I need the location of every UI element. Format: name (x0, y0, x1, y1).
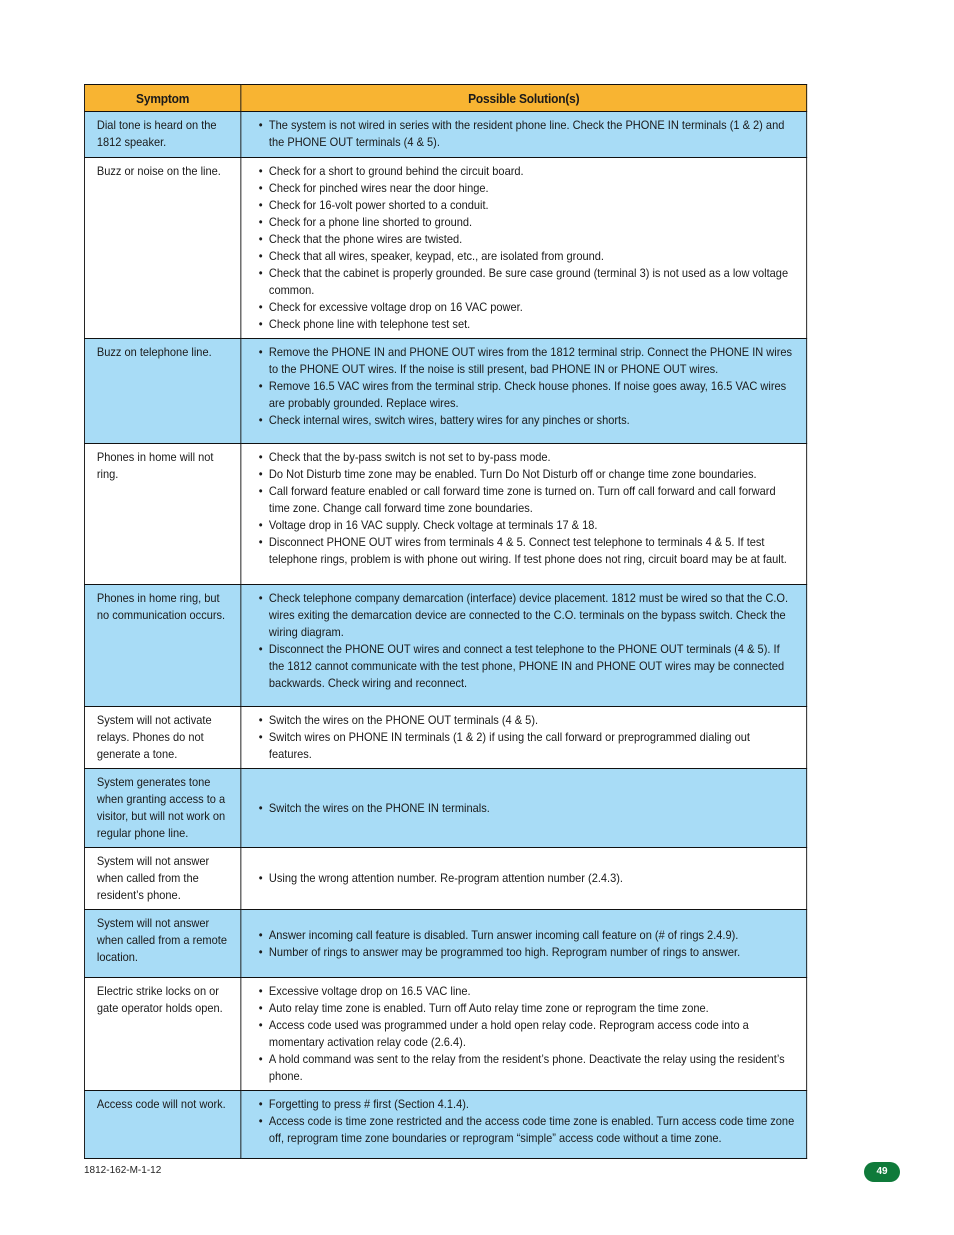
solution-item: • Check that the phone wires are twisted. (258, 231, 795, 248)
solution-cell (241, 978, 807, 1091)
table-row (84, 1091, 806, 1159)
solution-item: • Check for excessive voltage drop on 16 VAC power. (258, 299, 795, 316)
solution-item: • Check phone line with telephone test set. (258, 316, 795, 333)
table-row (84, 978, 806, 1091)
symptom-cell: Dial tone is heard on the 1812 speaker. (84, 112, 240, 158)
solution-cell (241, 585, 807, 707)
solution-item: • Switch the wires on the PHONE IN terminals. (258, 800, 795, 817)
solution-item: • Check that the by-pass switch is not set to by-pass mode. (258, 449, 795, 466)
document-code: 1812-162-M-1-12 (84, 1165, 162, 1176)
solution-cell (241, 910, 807, 978)
solution-item: • Number of rings to answer may be programmed too high. Reprogram number of rings to answer. (258, 944, 795, 961)
solution-item: • Voltage drop in 16 VAC supply. Check voltage at terminals 17 & 18. (258, 517, 795, 534)
table-row (84, 910, 806, 978)
solution-cell (241, 848, 807, 910)
solution-item: • Check for a short to ground behind the circuit board. (258, 163, 795, 180)
solution-item: • Disconnect the PHONE OUT wires and connect a test telephone to the PHONE OUT terminals (4 & 5). If the 1812 cannot communicate with the test phone, PHONE IN and PHONE OUT wires may be connected backwards. Check wiring and reconnect. (258, 641, 795, 692)
solution-item: • The system is not wired in series with the resident phone line. Check the PHONE IN terminals (1 & 2) and the PHONE OUT terminals (4 & 5). (258, 117, 795, 151)
solution-item: • Do Not Disturb time zone may be enabled. Turn Do Not Disturb off or change time zone boundaries. (258, 466, 795, 483)
solution-cell (241, 158, 807, 339)
solution-item: • A hold command was sent to the relay from the resident’s phone. Deactivate the relay using the resident’s phone. (258, 1051, 795, 1085)
table-row (84, 444, 806, 585)
table-row (84, 848, 806, 910)
solution-item: • Switch wires on PHONE IN terminals (1 & 2) if using the call forward or preprogrammed dialing out features. (258, 729, 795, 763)
solution-item: • Disconnect PHONE OUT wires from terminals 4 & 5. Connect test telephone to terminals 4 & 5. If test telephone rings, problem is with phone out wiring. If test phone does not ring, circuit board may be at fault. (258, 534, 795, 568)
table-header-row (84, 85, 806, 112)
table-row (84, 707, 806, 769)
symptom-cell: System will not activate relays. Phones do not generate a tone. (84, 707, 240, 769)
solution-item: • Switch the wires on the PHONE OUT terminals (4 & 5). (258, 712, 795, 729)
symptom-cell: System generates tone when granting access to a visitor, but will not work on regular phone line. (84, 769, 240, 848)
solution-cell (241, 112, 807, 158)
table-row (84, 585, 806, 707)
table-row (84, 158, 806, 339)
solution-item: • Check telephone company demarcation (interface) device placement. 1812 must be wired so that the C.O. wires exiting the demarcation device are connected to the C.O. terminals on the bypass switch. Check the wiring diagram. (258, 590, 795, 641)
solution-item: • Access code is time zone restricted and the access code time zone is enabled. Turn access code time zone off, reprogram time zone boundaries or reprogram “simple” access code without a time zone. (258, 1113, 795, 1147)
symptom-cell: System will not answer when called from a remote location. (84, 910, 240, 978)
solution-column-header: Possible Solution(s) (241, 85, 807, 112)
symptom-cell: Buzz or noise on the line. (84, 158, 240, 339)
solution-cell (241, 769, 807, 848)
table-row (84, 769, 806, 848)
solution-cell (241, 707, 807, 769)
symptom-cell: Phones in home will not ring. (84, 444, 240, 585)
solution-cell (241, 1091, 807, 1159)
table-row (84, 112, 806, 158)
solution-item: • Remove the PHONE IN and PHONE OUT wires from the 1812 terminal strip. Connect the PHONE IN wires to the PHONE OUT wires. If the noise is still present, bad PHONE IN or PHONE OUT wires. (258, 344, 795, 378)
symptom-column-header: Symptom (84, 85, 240, 112)
solution-item: • Check for a phone line shorted to ground. (258, 214, 795, 231)
symptom-cell: System will not answer when called from the resident’s phone. (84, 848, 240, 910)
page-number-badge: 49 (864, 1162, 900, 1182)
solution-item: • Check that all wires, speaker, keypad, etc., are isolated from ground. (258, 248, 795, 265)
solution-item: • Check for 16-volt power shorted to a conduit. (258, 197, 795, 214)
solution-item: • Call forward feature enabled or call forward time zone is turned on. Turn off call forward and call forward time zone. Change call forward time zone boundaries. (258, 483, 795, 517)
solution-cell (241, 444, 807, 585)
troubleshooting-table (84, 84, 807, 1159)
solution-item: • Forgetting to press # first (Section 4.1.4). (258, 1096, 795, 1113)
solution-item: • Access code used was programmed under a hold open relay code. Reprogram access code into a momentary activation relay code (2.6.4). (258, 1017, 795, 1051)
symptom-cell: Buzz on telephone line. (84, 339, 240, 444)
solution-item: • Answer incoming call feature is disabled. Turn answer incoming call feature on (# of rings 2.4.9). (258, 927, 795, 944)
solution-cell (241, 339, 807, 444)
symptom-cell: Electric strike locks on or gate operator holds open. (84, 978, 240, 1091)
solution-item: • Check that the cabinet is properly grounded. Be sure case ground (terminal 3) is not used as a low voltage common. (258, 265, 795, 299)
solution-item: • Auto relay time zone is enabled. Turn off Auto relay time zone or reprogram the time zone. (258, 1000, 795, 1017)
symptom-cell: Access code will not work. (84, 1091, 240, 1159)
solution-item: • Using the wrong attention number. Re-program attention number (2.4.3). (258, 870, 795, 887)
solution-item: • Check for pinched wires near the door hinge. (258, 180, 795, 197)
symptom-cell: Phones in home ring, but no communication occurs. (84, 585, 240, 707)
solution-item: • Check internal wires, switch wires, battery wires for any pinches or shorts. (258, 412, 795, 429)
solution-item: • Excessive voltage drop on 16.5 VAC line. (258, 983, 795, 1000)
table-row (84, 339, 806, 444)
solution-item: • Remove 16.5 VAC wires from the terminal strip. Check house phones. If noise goes away, 16.5 VAC wires are probably grounded. Replace wires. (258, 378, 795, 412)
